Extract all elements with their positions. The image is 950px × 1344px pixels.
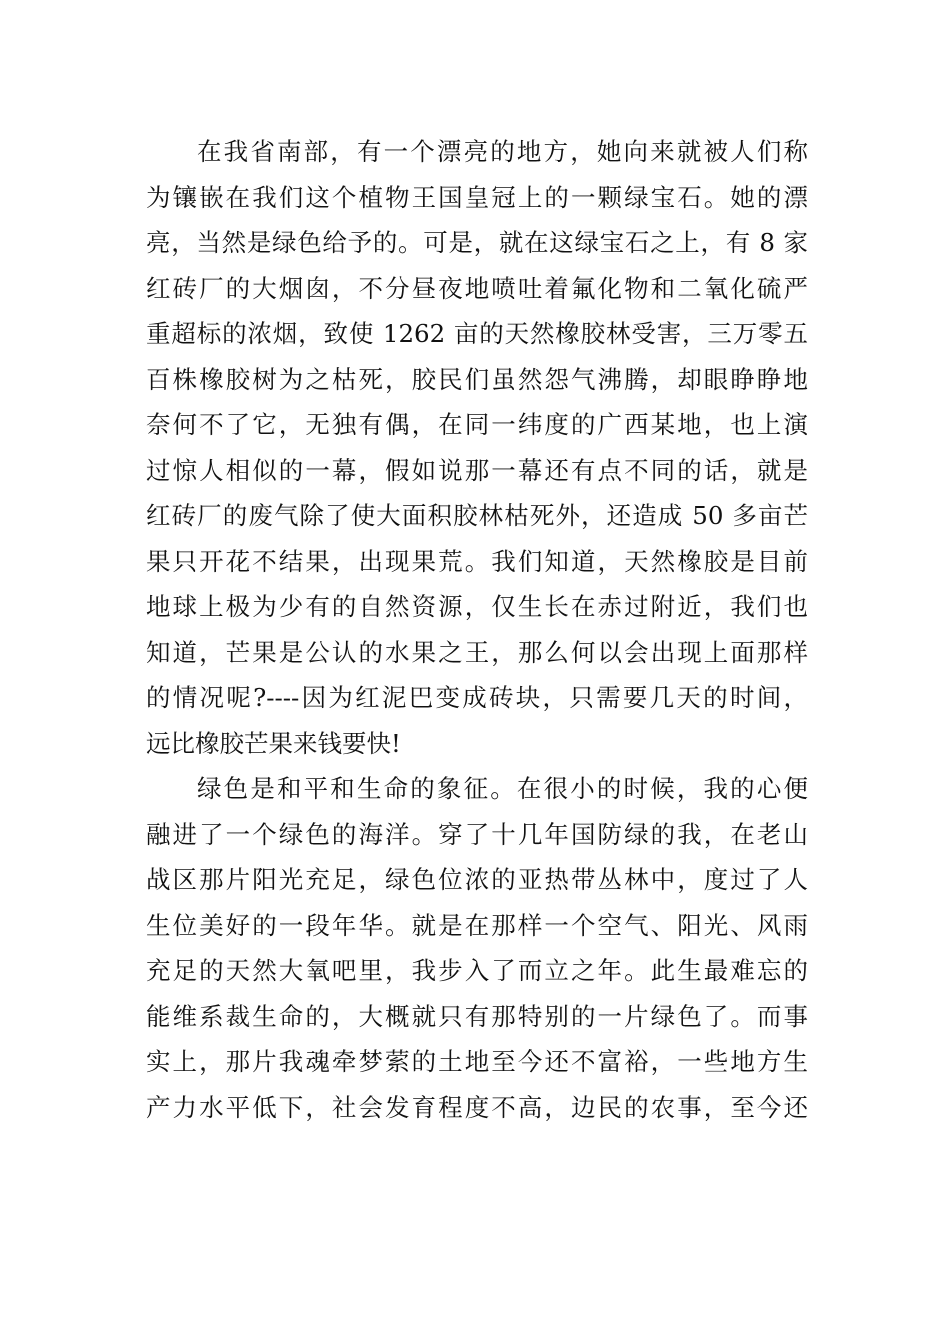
text-line: 重超标的浓烟，致使 1262 亩的天然橡胶林受害，三万零五 <box>146 319 808 348</box>
text-line: 红砖厂的废气除了使大面积胶林枯死外，还造成 50 多亩芒 <box>146 501 808 530</box>
text-line: 能维系裁生命的，大概就只有那特别的一片绿色了。而事 <box>146 1001 808 1031</box>
text-line: 为镶嵌在我们这个植物王国皇冠上的一颗绿宝石。她的漂 <box>146 182 808 212</box>
text-line: 充足的天然大氧吧里，我步入了而立之年。此生最难忘的 <box>146 956 808 985</box>
text-line: 在我省南部，有一个漂亮的地方，她向来就被人们称 <box>197 137 808 166</box>
text-line: 的情况呢?----因为红泥巴变成砖块，只需要几天的时间， <box>146 683 808 712</box>
text-line: 百株橡胶树为之枯死，胶民们虽然怨气沸腾，却眼睁睁地 <box>146 364 808 394</box>
text-line: 知道，芒果是公认的水果之王，那么何以会出现上面那样 <box>146 637 808 667</box>
text-line: 绿色是和平和生命的象征。在很小的时候，我的心便 <box>197 774 808 803</box>
text-line: 实上，那片我魂牵梦萦的土地至今还不富裕，一些地方生 <box>146 1047 808 1076</box>
paragraph-1 <box>146 129 808 766</box>
text-line: 战区那片阳光充足，绿色位浓的亚热带丛林中，度过了人 <box>146 865 808 894</box>
text-line: 果只开花不结果，出现果荒。我们知道，天然橡胶是目前 <box>146 546 808 576</box>
text-line: 奈何不了它，无独有偶，在同一纬度的广西某地，也上演 <box>146 410 808 439</box>
text-line: 亮，当然是绿色给予的。可是，就在这绿宝石之上，有 8 家 <box>146 228 808 257</box>
text-line: 产力水平低下，社会发育程度不高，边民的农事，至今还 <box>146 1092 808 1122</box>
text-line: 生位美好的一段年华。就是在那样一个空气、阳光、风雨 <box>146 910 808 940</box>
text-line: 过惊人相似的一幕，假如说那一幕还有点不同的话，就是 <box>146 455 808 485</box>
document-body <box>146 129 808 1130</box>
paragraph-2 <box>146 766 808 1130</box>
text-line: 地球上极为少有的自然资源，仅生长在赤过附近，我们也 <box>146 592 808 621</box>
text-line: 红砖厂的大烟囱，不分昼夜地喷吐着氟化物和二氧化硫严 <box>146 273 808 303</box>
text-line: 远比橡胶芒果来钱要快! <box>146 728 401 758</box>
text-line: 融进了一个绿色的海洋。穿了十几年国防绿的我，在老山 <box>146 819 808 849</box>
